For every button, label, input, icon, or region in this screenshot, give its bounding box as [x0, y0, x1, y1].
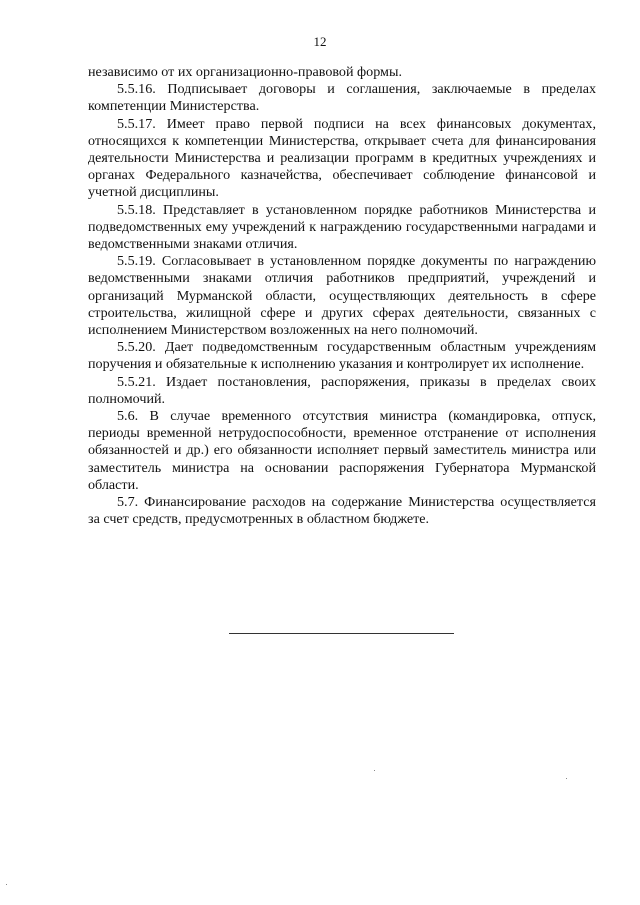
paragraph-5-6: 5.6. В случае временного отсутствия министра (командировка, отпуск, периоды временной нетрудоспособности, временное отстранение от исполнения обязанностей и др.) его обязанности исполняет первый заместитель министра или заместитель министра на основании распоряжения Губернатора Мурманской области. [88, 408, 596, 493]
closing-divider [229, 633, 454, 634]
paragraph-5-5-17: 5.5.17. Имеет право первой подписи на всех финансовых документах, относящихся к компетенции Министерства, открывает счета для финансирования деятельности Министерства и реализации программ в кредитных учреждениях и органах Федерального казначейства, обеспечивает соблюдение финансовой и учетной дисциплины. [88, 115, 596, 201]
paragraph-5-5-18: 5.5.18. Представляет в установленном порядке работников Министерства и подведомственных ему учреждений к награждению государственными наградами и ведомственными знаками отличия. [88, 201, 596, 253]
scan-speck [6, 884, 7, 885]
scan-speck [374, 770, 375, 771]
paragraph-5-5-20: 5.5.20. Дает подведомственным государственным областным учреждениям поручения и обязательные к исполнению указания и контролирует их исполнение. [88, 339, 596, 373]
paragraph-5-5-19: 5.5.19. Согласовывает в установленном порядке документы по награждению ведомственными знаками отличия работников предприятий, учреждений и организаций Мурманской области, осуществляющих деятельность в сфере строительства, жилищной сфере и других сферах деятельности, связанных с исполнением Министерством возложенных на него полномочий. [88, 253, 596, 339]
scan-speck [566, 778, 567, 779]
document-body [88, 64, 596, 528]
paragraph-continuation: независимо от их организационно-правовой формы. [88, 64, 402, 80]
paragraph-5-7: 5.7. Финансирование расходов на содержание Министерства осуществляется за счет средств, предусмотренных в областном бюджете. [88, 494, 596, 528]
page-number: 12 [313, 34, 327, 49]
paragraph-5-5-21: 5.5.21. Издает постановления, распоряжения, приказы в пределах своих полномочий. [88, 373, 596, 407]
paragraph-5-5-16: 5.5.16. Подписывает договоры и соглашения, заключаемые в пределах компетенции Министерства. [88, 81, 596, 115]
